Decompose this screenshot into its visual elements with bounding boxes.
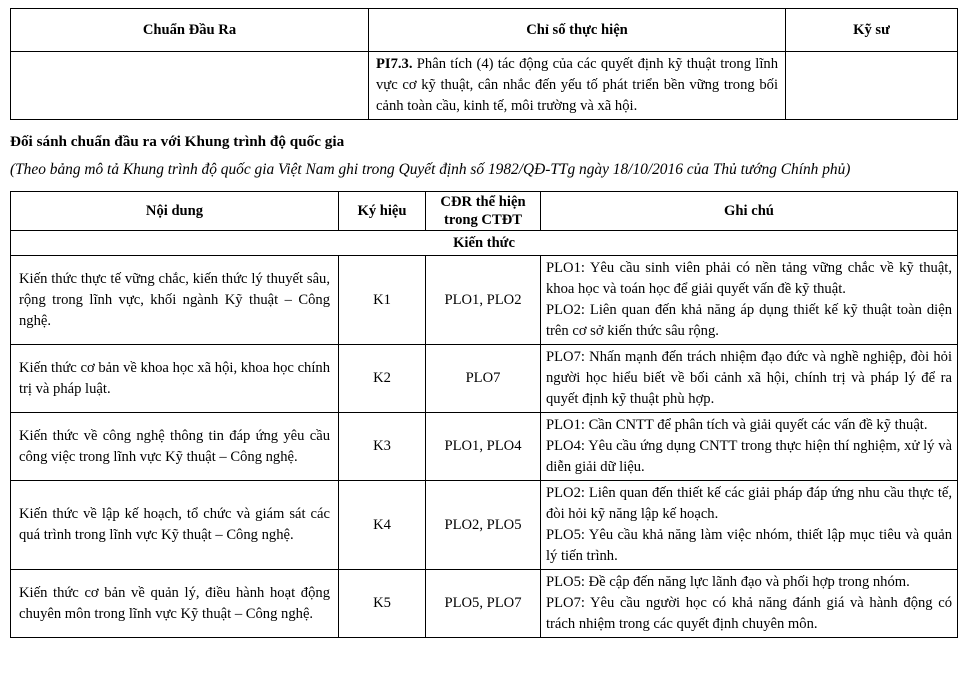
table2-data-row <box>11 256 958 345</box>
pi-code: PI7.3. <box>376 56 413 72</box>
ghi-chu-line: PLO2: Liên quan đến thiết kế các giải pháp đáp ứng nhu cầu thực tế, đòi hỏi kỹ năng lập kế hoạch. <box>546 485 952 522</box>
cell-ghi-chu <box>541 345 958 413</box>
ghi-chu-line: PLO5: Đề cập đến năng lực lãnh đạo và phối hợp trong nhóm. <box>546 574 910 590</box>
table1-header-row <box>11 9 958 52</box>
cell-ky-hieu: K4 <box>339 481 426 570</box>
table2-header-cdr: CĐR thể hiện trong CTĐT <box>426 192 541 231</box>
table2-data-row <box>11 413 958 481</box>
table2-data-row <box>11 345 958 413</box>
pi-description: Phân tích (4) tác động của các quyết định kỹ thuật trong lĩnh vực cơ kỹ thuật, cân nhắc đến yếu tố phát triển bền vững trong bối cảnh toàn cầu, kinh tế, môi trường và xã hội. <box>376 56 778 114</box>
section-note: (Theo bảng mô tả Khung trình độ quốc gia Việt Nam ghi trong Quyết định số 1982/QĐ-TTg ngày 18/10/2016 của Thủ tướng Chính phủ) <box>10 161 851 178</box>
cell-noi-dung: Kiến thức thực tế vững chắc, kiến thức lý thuyết sâu, rộng trong lĩnh vực, khối ngành Kỹ thuật – Công nghệ. <box>11 256 339 345</box>
cell-cdr-the-hien: PLO1, PLO2 <box>426 256 541 345</box>
cell-cdr-the-hien: PLO2, PLO5 <box>426 481 541 570</box>
table2-header-ky-hieu: Ký hiệu <box>339 192 426 231</box>
cell-cdr-the-hien: PLO5, PLO7 <box>426 570 541 638</box>
section-heading: Đối sánh chuẩn đầu ra với Khung trình độ quốc gia <box>10 133 345 150</box>
table1-header-chi-so-thuc-hien: Chỉ số thực hiện <box>369 9 786 52</box>
ghi-chu-line: PLO1: Yêu cầu sinh viên phải có nền tảng vững chắc về kỹ thuật, khoa học và toán học để giải quyết vấn đề kỹ thuật. <box>546 260 952 297</box>
table1-cell-chi-so <box>369 52 786 120</box>
table1-header-chuan-dau-ra: Chuẩn Đầu Ra <box>11 9 369 52</box>
cell-ky-hieu: K2 <box>339 345 426 413</box>
cell-cdr-the-hien: PLO1, PLO4 <box>426 413 541 481</box>
cell-noi-dung: Kiến thức về lập kế hoạch, tổ chức và giám sát các quá trình trong lĩnh vực Kỹ thuật – Công nghệ. <box>11 481 339 570</box>
cell-noi-dung: Kiến thức cơ bản về quản lý, điều hành hoạt động chuyên môn trong lĩnh vực Kỹ thuật – Công nghệ. <box>11 570 339 638</box>
table1-data-row <box>11 52 958 120</box>
cell-ghi-chu <box>541 256 958 345</box>
table2-header-noi-dung: Nội dung <box>11 192 339 231</box>
cell-ky-hieu: K5 <box>339 570 426 638</box>
table2-header-ghi-chu: Ghi chú <box>541 192 958 231</box>
table1-cell-ky-su <box>786 52 958 120</box>
cell-noi-dung: Kiến thức cơ bản về khoa học xã hội, khoa học chính trị và pháp luật. <box>11 345 339 413</box>
outcome-indicator-table <box>10 8 958 120</box>
table1-cell-chuan-dau-ra <box>11 52 369 120</box>
cell-ky-hieu: K3 <box>339 413 426 481</box>
table2-data-row <box>11 481 958 570</box>
ghi-chu-line: PLO7: Nhấn mạnh đến trách nhiệm đạo đức và nghề nghiệp, đòi hỏi người học hiểu biết về bối cảnh xã hội, chính trị và pháp lý để ra quyết định kỹ thuật phù hợp. <box>546 349 952 407</box>
table2-body <box>11 231 958 638</box>
section-label-kien-thuc: Kiến thức <box>11 231 958 256</box>
ghi-chu-line: PLO2: Liên quan đến khả năng áp dụng thiết kế kỹ thuật toàn diện trên cơ sở kiến thức sâu rộng. <box>546 302 952 339</box>
ghi-chu-line: PLO4: Yêu cầu ứng dụng CNTT trong thực hiện thí nghiệm, xử lý và diễn giải dữ liệu. <box>546 438 952 475</box>
table2-data-row <box>11 570 958 638</box>
cell-noi-dung: Kiến thức về công nghệ thông tin đáp ứng yêu cầu công việc trong lĩnh vực Kỹ thuật – Công nghệ. <box>11 413 339 481</box>
cell-ghi-chu <box>541 570 958 638</box>
table1-header-ky-su: Kỹ sư <box>786 9 958 52</box>
ghi-chu-line: PLO1: Cần CNTT để phân tích và giải quyết các vấn đề kỹ thuật. <box>546 417 928 433</box>
cell-ghi-chu <box>541 481 958 570</box>
ghi-chu-line: PLO5: Yêu cầu khả năng làm việc nhóm, thiết lập mục tiêu và quản lý tiến trình. <box>546 527 952 564</box>
table2-section-row <box>11 231 958 256</box>
national-framework-comparison-table <box>10 191 958 638</box>
table2-header-row <box>11 192 958 231</box>
cell-cdr-the-hien: PLO7 <box>426 345 541 413</box>
cell-ghi-chu <box>541 413 958 481</box>
cell-ky-hieu: K1 <box>339 256 426 345</box>
ghi-chu-line: PLO7: Yêu cầu người học có khả năng đánh giá và hành động có trách nhiệm trong các quyết định chuyên môn. <box>546 595 952 632</box>
